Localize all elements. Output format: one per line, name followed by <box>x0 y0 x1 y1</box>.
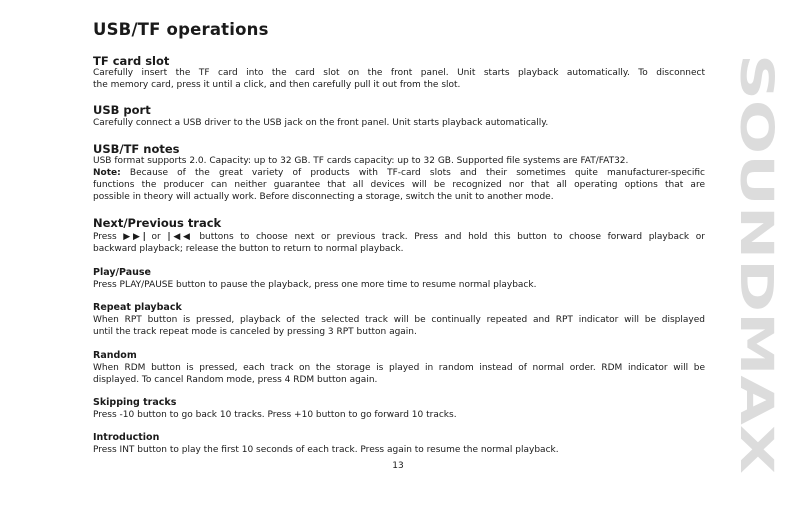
page-number: 13 <box>392 461 404 471</box>
notes-heading: USB/TF notes <box>93 142 180 156</box>
text-line: functions the producer can neither guarantee that all devices will be recognized nor that all operating options that are <box>93 180 705 190</box>
next-track-icon: ▶▶| <box>123 232 145 242</box>
play-pause-text <box>93 279 705 291</box>
usb-port-text <box>93 117 705 129</box>
brand-watermark <box>704 54 783 476</box>
repeat-heading: Repeat playback <box>93 302 182 313</box>
brand-text: SOUNDMAX <box>730 54 783 351</box>
repeat-text <box>93 314 705 338</box>
brand-logo <box>704 54 783 476</box>
text-line <box>93 167 705 179</box>
notes-text <box>93 155 705 203</box>
text-line: the memory card, press it until a click, and then carefully pull it out from the slot. <box>93 80 461 90</box>
next-prev-text <box>93 231 705 255</box>
note-text: Because of the great variety of products with TF-card slots and their sometimes quite manufacturer-specific <box>120 168 705 178</box>
previous-track-icon: |◀◀ <box>167 232 193 242</box>
text-line: Press -10 button to go back 10 tracks. Press +10 button to go forward 10 tracks. <box>93 410 457 420</box>
text-fragment: buttons to choose next or previous track. Press and hold this button to choose forward playback or <box>192 232 705 242</box>
text-fragment: Press <box>93 232 124 242</box>
text-line: possible in theory will actually work. Before disconnecting a storage, switch the unit to another mode. <box>93 192 554 202</box>
next-prev-heading: Next/Previous track <box>93 216 222 230</box>
text-line: until the track repeat mode is canceled by pressing 3 RPT button again. <box>93 327 417 337</box>
play-pause-heading: Play/Pause <box>93 267 151 278</box>
note-label: Note: <box>93 168 121 178</box>
text-line: Carefully connect a USB driver to the USB jack on the front panel. Unit starts playback automatically. <box>93 118 549 128</box>
page-title: USB/TF operations <box>93 20 269 39</box>
text-line: Press PLAY/PAUSE button to pause the playback, press one more time to resume normal playback. <box>93 280 537 290</box>
intro-text <box>93 444 705 456</box>
text-line: Press INT button to play the first 10 seconds of each track. Press again to resume the normal playback. <box>93 445 559 455</box>
tf-card-text <box>93 67 705 91</box>
random-heading: Random <box>93 350 137 361</box>
text-line: Carefully insert the TF card into the card slot on the front panel. Unit starts playback automatically. To disconnect <box>93 68 705 78</box>
text-line: When RPT button is pressed, playback of the selected track will be continually repeated and RPT indicator will be displayed <box>93 315 705 325</box>
text-line: displayed. To cancel Random mode, press 4 RDM button again. <box>93 375 378 385</box>
text-line: USB format supports 2.0. Capacity: up to 32 GB. TF cards capacity: up to 32 GB. Supported file systems are FAT/FAT32. <box>93 156 629 166</box>
text-line <box>93 231 705 243</box>
usb-port-heading: USB port <box>93 103 151 117</box>
tf-card-heading: TF card slot <box>93 54 170 68</box>
skipping-heading: Skipping tracks <box>93 397 177 408</box>
skipping-text <box>93 409 705 421</box>
text-line: backward playback; release the button to return to normal playback. <box>93 244 404 254</box>
intro-heading: Introduction <box>93 432 160 443</box>
text-line: When RDM button is pressed, each track on the storage is played in random instead of normal order. RDM indicator will be <box>93 363 705 373</box>
text-fragment: or <box>144 232 168 242</box>
random-text <box>93 362 705 386</box>
